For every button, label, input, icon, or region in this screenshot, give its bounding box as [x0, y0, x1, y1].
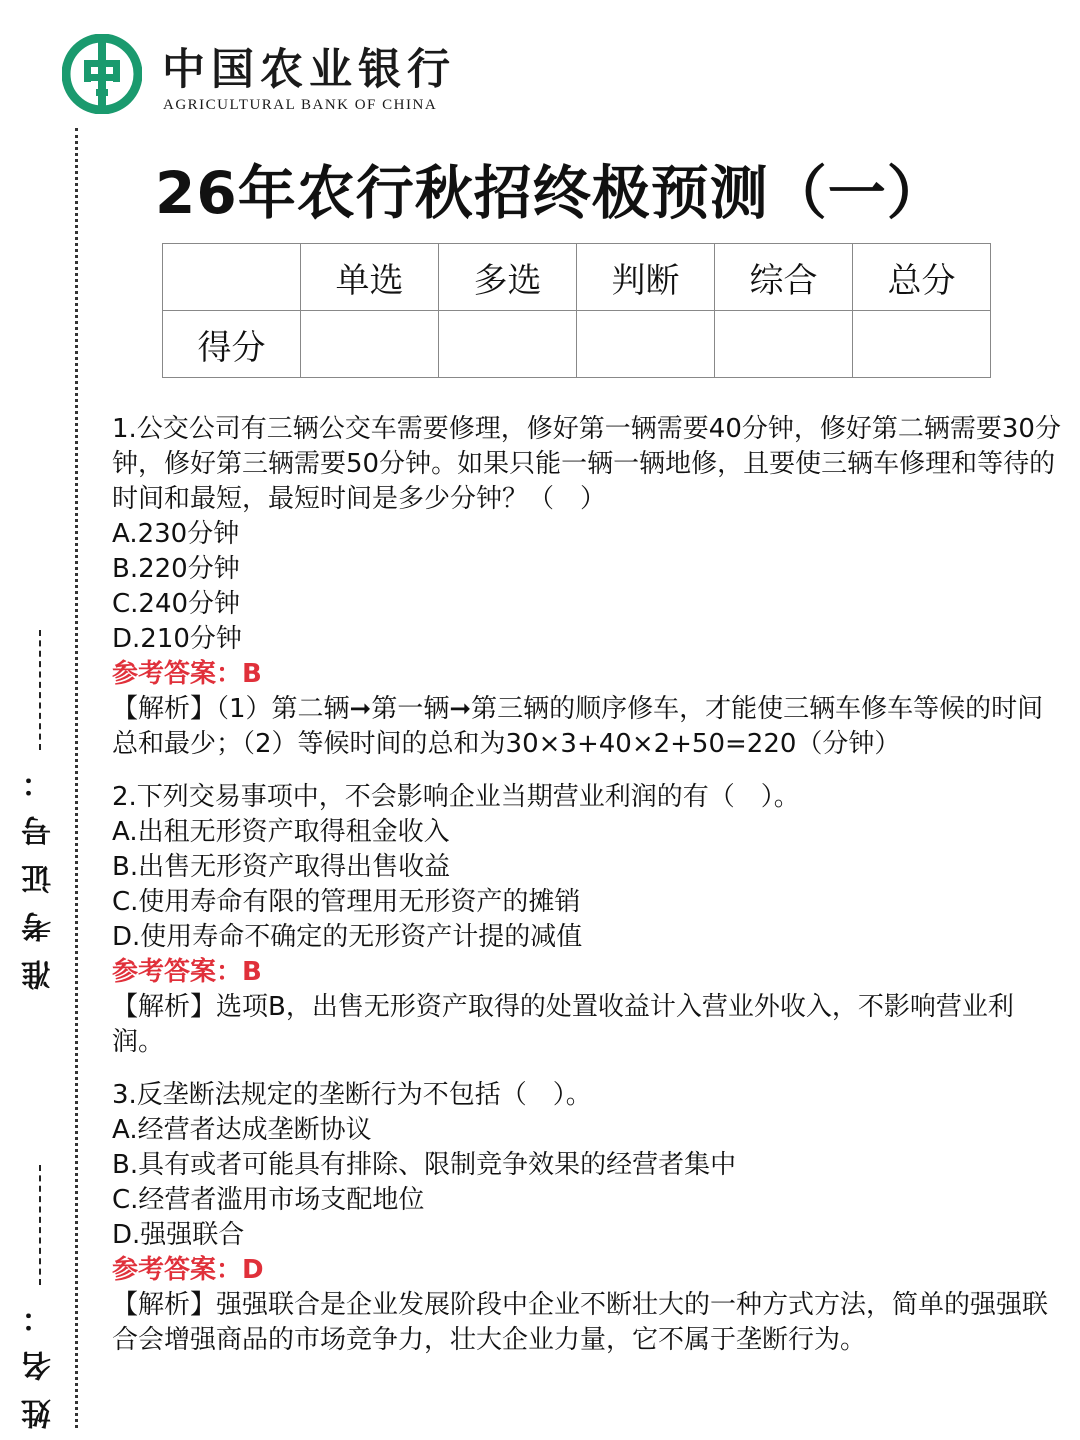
score-cell-true-false[interactable]: [577, 311, 715, 378]
reference-answer: 参考答案：B: [112, 957, 262, 987]
option-d: D.使用寿命不确定的无形资产计提的减值: [112, 922, 583, 952]
option-c: C.240分钟: [112, 589, 241, 619]
option-d: D.强强联合: [112, 1220, 245, 1250]
name-label: 姓名：: [22, 1285, 57, 1429]
option-a: A.经营者达成垄断协议: [112, 1115, 372, 1145]
score-header-total: 总分: [853, 244, 991, 311]
score-cell-total[interactable]: [853, 311, 991, 378]
analysis-text: 【解析】强强联合是企业发展阶段中企业不断壮大的一种方式方法，简单的强强联合会增强商品的市场竞争力，壮大企业力量，它不属于垄断行为。: [112, 1290, 1049, 1355]
score-table-header-row: [163, 244, 991, 311]
option-b: B.220分钟: [112, 554, 240, 584]
score-cell-comprehensive[interactable]: [715, 311, 853, 378]
name-blank: [39, 1165, 41, 1285]
question-text: 2.下列交易事项中，不会影响企业当期营业利润的有（ ）。: [112, 782, 800, 812]
analysis-text: 【解析】选项B，出售无形资产取得的处置收益计入营业外收入，不影响营业利润。: [112, 992, 1014, 1057]
score-header-single-choice: 单选: [301, 244, 439, 311]
bank-name-cn: 中国农业银行: [162, 45, 456, 95]
score-cell-multi-choice[interactable]: [439, 311, 577, 378]
name-field: [18, 1165, 62, 1429]
option-d: D.210分钟: [112, 624, 242, 654]
option-a: A.230分钟: [112, 519, 240, 549]
option-a: A.出租无形资产取得租金收入: [112, 817, 450, 847]
question-text: 3.反垄断法规定的垄断行为不包括（ ）。: [112, 1080, 592, 1110]
exam-id-blank: [39, 630, 41, 750]
bank-name-en: AGRICULTURAL BANK OF CHINA: [163, 97, 438, 113]
score-header-comprehensive: 综合: [715, 244, 853, 311]
binding-line: [75, 128, 78, 1428]
reference-answer: 参考答案：D: [112, 1255, 264, 1285]
score-header-true-false: 判断: [577, 244, 715, 311]
page-title: 26年农行秋招终极预测（一）: [155, 159, 946, 227]
option-c: C.使用寿命有限的管理用无形资产的摊销: [112, 887, 581, 917]
analysis-text: 【解析】（1）第二辆➞第一辆➞第三辆的顺序修车，才能使三辆车修车等候的时间总和最少；（2）等候时间的总和为30×3+40×2+50=220（分钟）: [112, 694, 1044, 759]
question-block-3: [112, 1078, 1062, 1358]
score-row-label: 得分: [163, 311, 301, 378]
score-table-score-row: [163, 311, 991, 378]
abc-logo-icon: [62, 34, 142, 114]
question-text: 1.公交公司有三辆公交车需要修理，修好第一辆需要40分钟，修好第二辆需要30分钟，修好第三辆需要50分钟。如果只能一辆一辆地修，且要使三辆车修理和等待的时间和最短，最短时间是多少分钟？（ ）: [112, 414, 1061, 514]
exam-id-field: [18, 630, 62, 990]
score-header-multi-choice: 多选: [439, 244, 577, 311]
question-block-2: [112, 780, 1062, 1060]
option-c: C.经营者滥用市场支配地位: [112, 1185, 425, 1215]
score-cell-single-choice[interactable]: [301, 311, 439, 378]
score-table: [162, 243, 991, 378]
reference-answer: 参考答案：B: [112, 659, 262, 689]
question-block-1: [112, 412, 1062, 762]
question-list: [112, 412, 1062, 1376]
score-table-corner: [163, 244, 301, 311]
option-b: B.具有或者可能具有排除、限制竞争效果的经营者集中: [112, 1150, 737, 1180]
option-b: B.出售无形资产取得出售收益: [112, 852, 451, 882]
exam-id-label: 准考证号：: [22, 750, 57, 990]
